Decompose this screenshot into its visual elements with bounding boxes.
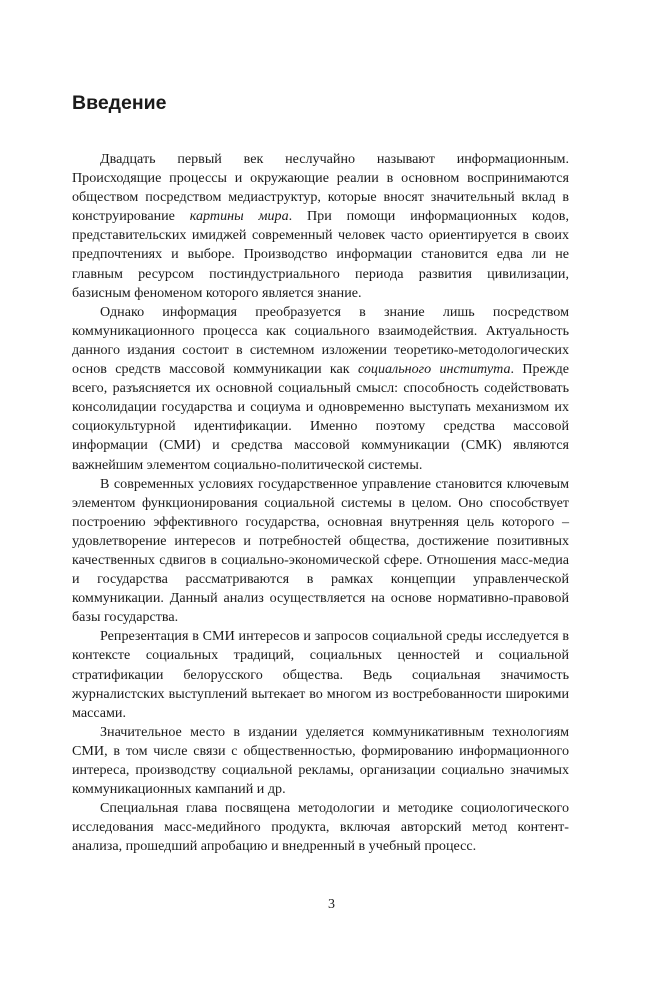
text-run: Репрезентация в СМИ интересов и запросов социальной среды исследуется в контексте социальных традиций, социальных ценностей и социальной стратификации белорусского общества. Ведь социальная значимость журналистских выступлений вытекает во многом из востребованности широкими массами. xyxy=(72,628,569,721)
text-run: Однако информация преобразуется в знание лишь посредством коммуникационного процесса как социального взаимодействия. Актуальность данного издания состоит в системном изложении теоретико-методологических основ средств массовой коммуникации как xyxy=(72,303,569,378)
paragraph-5 xyxy=(72,723,569,799)
section-heading: Введение xyxy=(72,92,167,114)
text-run: . Прежде всего, разъясняется их основной социальный смысл: способность содействовать консолидации государства и социума и одновременно выступать механизмом их социокультурной идентификации. Именно поэтому средства массовой информации (СМИ) и средства массовой коммуникации (СМК) являются важнейшим элементом социально-политической системы. xyxy=(72,361,569,473)
paragraph-6 xyxy=(72,799,569,856)
body-text xyxy=(72,150,569,856)
italic-term: картины мира xyxy=(189,208,289,225)
text-run: Значительное место в издании уделяется коммуникативным технологиям СМИ, в том числе связи с общественностью, формированию информационного интереса, производству социальной рекламы, организации социально значимых коммуникационных кампаний и др. xyxy=(72,723,569,798)
paragraph-1 xyxy=(72,150,569,303)
text-run: Специальная глава посвящена методологии и методике социологического исследования масс-медийного продукта, включая авторский метод контент-анализа, прошедший апробацию и внедренный в учебный процесс. xyxy=(72,800,569,855)
italic-term: социального института xyxy=(357,361,511,378)
paragraph-2 xyxy=(72,303,569,475)
text-run: В современных условиях государственное управление становится ключевым элементом функционирования социальной системы в целом. Оно способствует построению эффективного государства, основная внутренняя цель которого – удовлетворение интересов и потребностей общества, достижение позитивных качественных сдвигов в социально-экономической сфере. Отношения масс-медиа и государства рассматриваются в рамках концепции управленческой коммуникации. Данный анализ осуществляется на основе нормативно-правовой базы государства. xyxy=(72,475,569,626)
page-number: 3 xyxy=(328,897,335,912)
paragraph-3 xyxy=(72,475,569,628)
text-run: . При помощи информационных кодов, представительских имиджей современный человек часто ориентируется в своих предпочтениях и выборе. Производство информации становится едва ли не главным ресурсом постиндустриального периода развития цивилизации, базисным феноменом которого является знание. xyxy=(72,208,569,301)
paragraph-4 xyxy=(72,627,569,722)
text-run: Двадцать первый век неслучайно называют информационным. Происходящие процессы и окружающие реалии в основном воспринимаются обществом посредством медиаструктур, которые вносят значительный вклад в конструирование xyxy=(72,151,569,225)
